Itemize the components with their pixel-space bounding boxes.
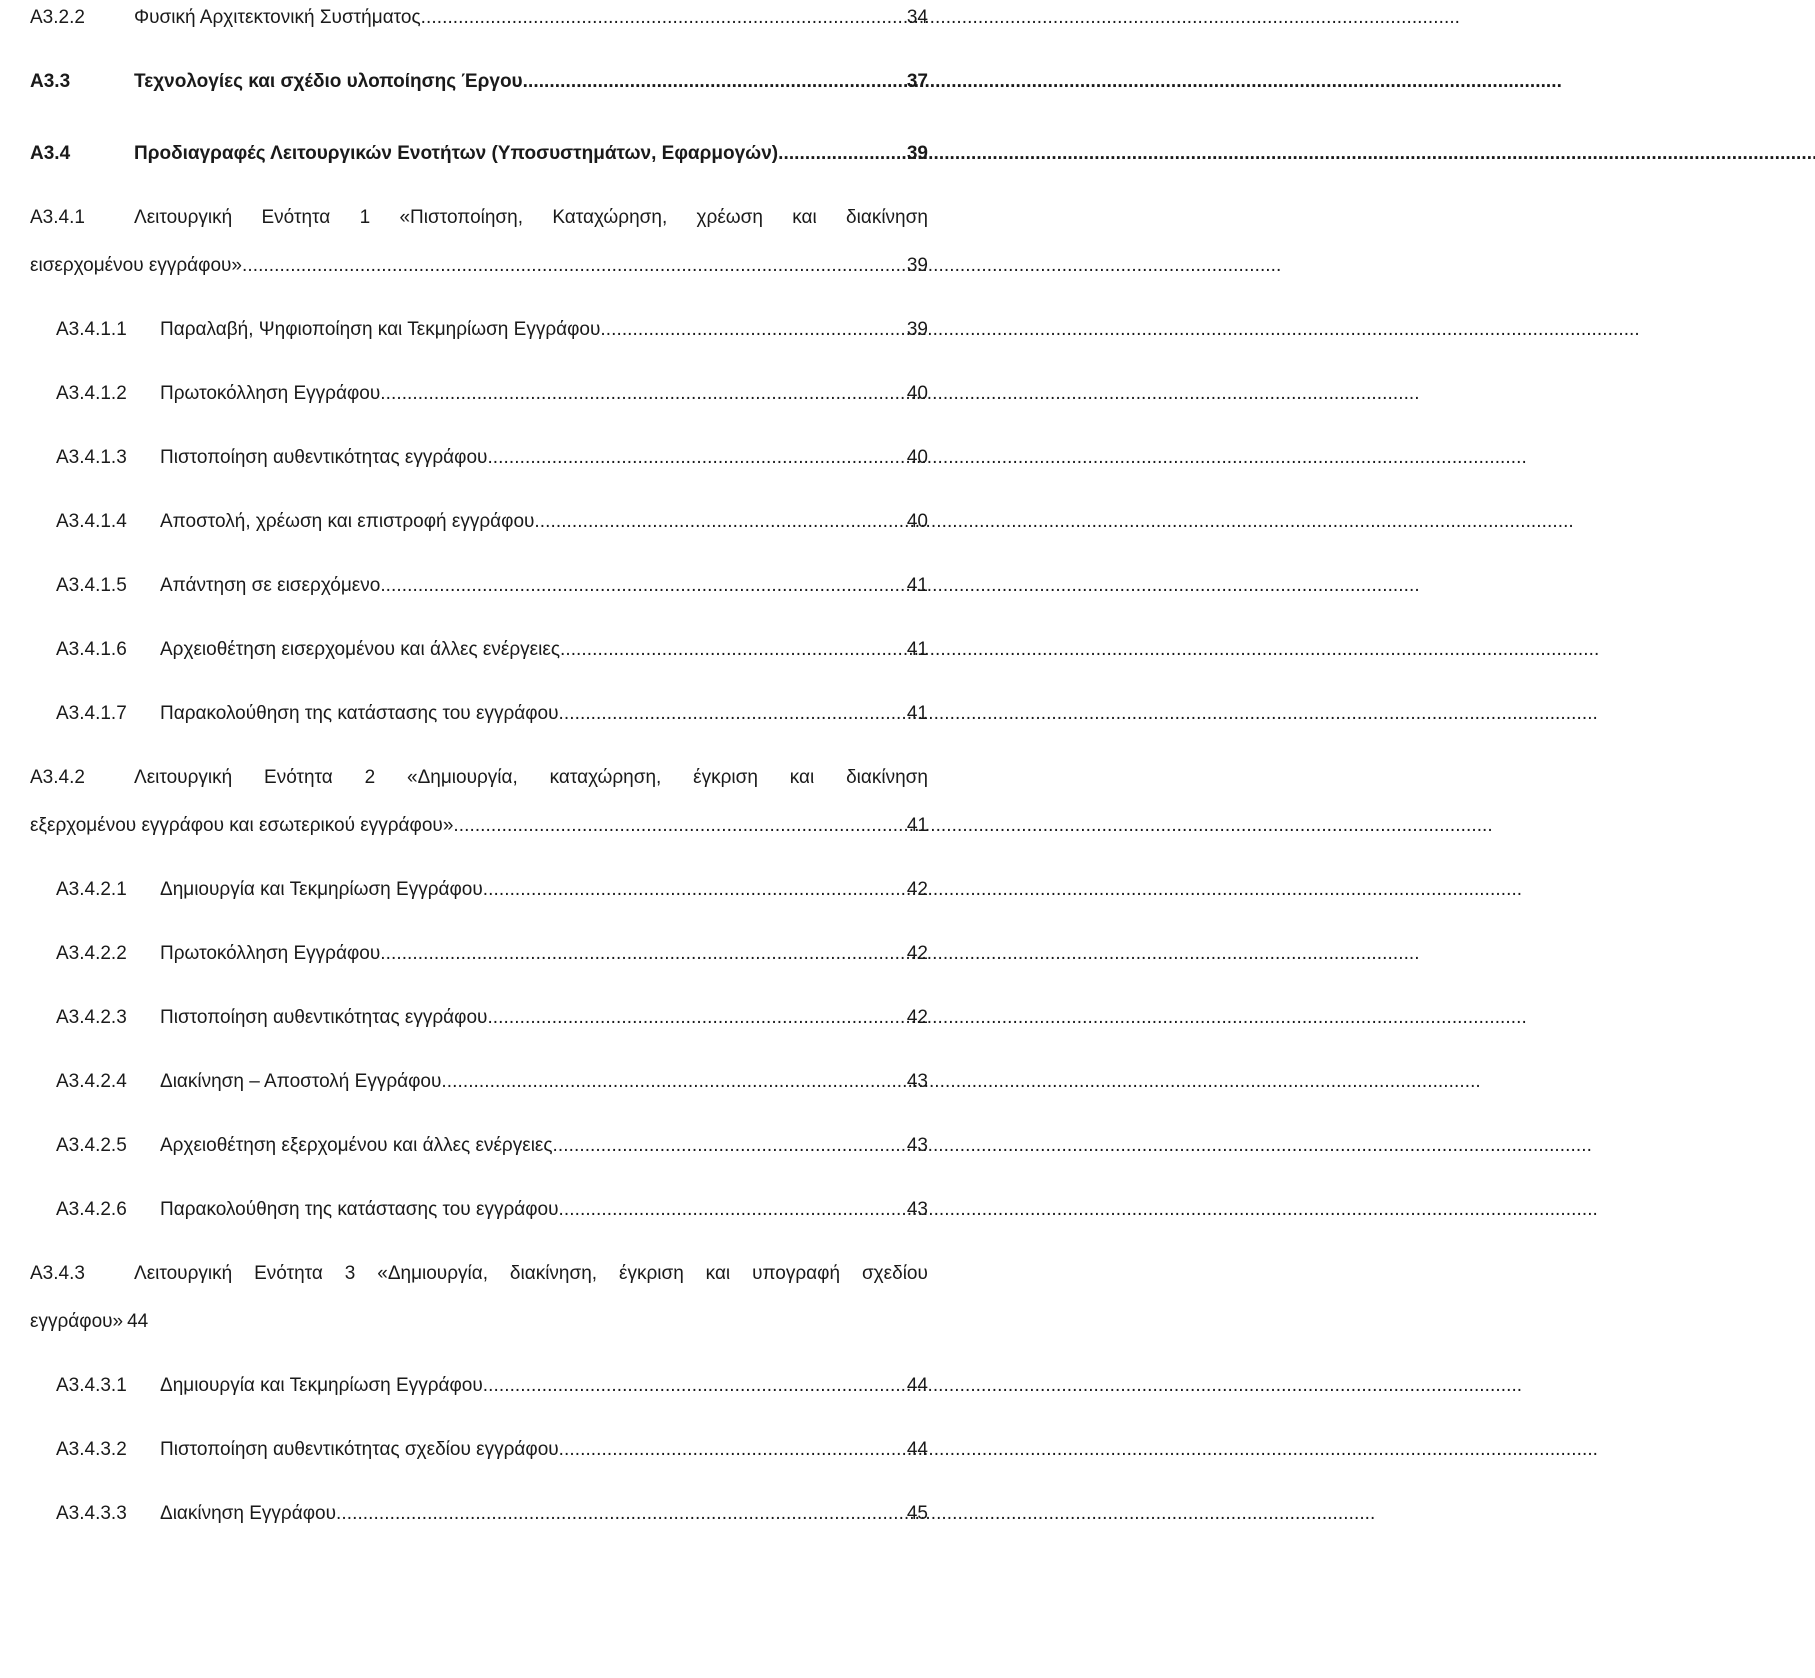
- title-word: Λειτουργική: [134, 1263, 233, 1284]
- toc-entry-number: A3.4.3.1: [56, 1375, 127, 1396]
- title-word: υπογραφή: [752, 1263, 841, 1284]
- toc-dot-leader: [242, 252, 907, 280]
- toc-dot-leader: [380, 940, 907, 968]
- title-word: και: [792, 207, 817, 228]
- toc-dot-leader: [380, 572, 907, 600]
- toc-entry-title-continued: εισερχομένου εγγράφου»: [30, 255, 242, 276]
- title-word: 3: [344, 1263, 356, 1284]
- toc-entry-title: Παρακολούθηση της κατάστασης του εγγράφου: [160, 703, 559, 724]
- toc-entry-number: A3.4.2.3: [56, 1007, 127, 1028]
- toc-entry[interactable]: [56, 1436, 928, 1464]
- toc-entry-page: 37: [906, 71, 928, 92]
- toc-entry-title: Παρακολούθηση της κατάστασης του εγγράφου: [160, 1199, 559, 1220]
- toc-dot-leader: [553, 1132, 907, 1160]
- title-word: Ενότητα: [254, 1263, 323, 1284]
- toc-entry-number: A3.4.2.5: [56, 1135, 127, 1156]
- toc-entry-line1[interactable]: [30, 204, 928, 232]
- toc-entry[interactable]: [56, 1132, 928, 1160]
- toc-entry-title-continued: εξερχομένου εγγράφου και εσωτερικού εγγράφου»: [30, 815, 454, 836]
- toc-entry-number: A3.4.1.5: [56, 575, 127, 596]
- toc-dot-leader: [560, 636, 907, 664]
- toc-entry-page: 43: [906, 1071, 928, 1092]
- toc-entry-title: Τεχνολογίες και σχέδιο υλοποίησης Έργου: [134, 71, 523, 92]
- title-word: διακίνηση: [846, 767, 928, 788]
- toc-entry-page: 42: [906, 943, 928, 964]
- toc-dot-leader: [483, 1372, 907, 1400]
- toc-entry-page: 41: [906, 703, 928, 724]
- toc-entry[interactable]: [56, 444, 928, 472]
- title-word: Ενότητα: [264, 767, 333, 788]
- toc-entry-title-continued: εγγράφου»: [30, 1311, 124, 1332]
- toc-dot-leader: [336, 1500, 907, 1528]
- toc-entry-page: 44: [906, 1375, 928, 1396]
- toc-entry-title: Δημιουργία και Τεκμηρίωση Εγγράφου: [160, 1375, 483, 1396]
- toc-entry-title: Προδιαγραφές Λειτουργικών Ενοτήτων (Υποσυστημάτων, Εφαρμογών): [134, 143, 779, 164]
- toc-entry-number: A3.3: [30, 71, 71, 92]
- toc-entry[interactable]: [56, 380, 928, 408]
- toc-entry[interactable]: [56, 316, 928, 344]
- toc-dot-leader: [441, 1068, 906, 1096]
- toc-dot-leader: [483, 876, 907, 904]
- toc-entry-title: Αρχειοθέτηση εξερχομένου και άλλες ενέργειες: [160, 1135, 553, 1156]
- toc-dot-leader: [559, 700, 907, 728]
- toc-entry-number: A3.4.2.4: [56, 1071, 127, 1092]
- toc-entry-page: 41: [906, 575, 928, 596]
- title-word: 2: [364, 767, 376, 788]
- title-word: έγκριση: [693, 767, 758, 788]
- toc-entry-page: 43: [906, 1135, 928, 1156]
- toc-entry-page: 43: [906, 1199, 928, 1220]
- title-word: Ενότητα: [261, 207, 331, 228]
- toc-entry-number: A3.4.1.2: [56, 383, 127, 404]
- title-word: διακίνηση: [846, 207, 928, 228]
- toc-entry-title: Πιστοποίηση αυθεντικότητας σχεδίου εγγράφου: [160, 1439, 559, 1460]
- toc-entry-number: A3.4.2: [30, 767, 85, 788]
- toc-entry-number: A3.4.3: [30, 1263, 85, 1284]
- toc-entry-number: A3.4.1.3: [56, 447, 127, 468]
- toc-entry-line1[interactable]: [30, 1260, 928, 1288]
- toc-entry-number: A3.4.1.1: [56, 319, 127, 340]
- toc-entry-title: Φυσική Αρχιτεκτονική Συστήματος: [134, 7, 421, 28]
- toc-dot-leader: [559, 1436, 907, 1464]
- title-word: σχεδίου: [861, 1263, 928, 1284]
- toc-entry[interactable]: [56, 572, 928, 600]
- toc-entry-page: 42: [906, 879, 928, 900]
- toc-dot-leader: [778, 140, 907, 168]
- toc-entry-page: 42: [906, 1007, 928, 1028]
- toc-entry-page: 34: [906, 7, 928, 28]
- toc-entry-line1[interactable]: [30, 764, 928, 792]
- toc-entry-title: Απάντηση σε εισερχόμενο: [160, 575, 381, 596]
- toc-entry-page: 40: [906, 511, 928, 532]
- toc-entry-line2[interactable]: [30, 812, 928, 840]
- toc-entry-page: 40: [906, 383, 928, 404]
- toc-entry-number: A3.4.1: [30, 207, 85, 228]
- toc-entry-number: A3.4: [30, 143, 71, 164]
- toc-entry-title: Δημιουργία και Τεκμηρίωση Εγγράφου: [160, 879, 483, 900]
- toc-dot-leader: [487, 1004, 906, 1032]
- toc-entry[interactable]: [56, 508, 928, 536]
- toc-entry-number: A3.4.2.1: [56, 879, 127, 900]
- toc-entry-title: [134, 764, 928, 792]
- toc-entry-title: Πιστοποίηση αυθεντικότητας εγγράφου: [160, 447, 488, 468]
- toc-entry[interactable]: [56, 700, 928, 728]
- toc-entry-page: 41: [906, 815, 928, 836]
- title-word: και: [789, 767, 815, 788]
- toc-entry-title: Διακίνηση Εγγράφου: [160, 1503, 337, 1524]
- title-word: έγκριση: [618, 1263, 684, 1284]
- title-word: «Δημιουργία,: [377, 1263, 488, 1284]
- title-word: Λειτουργική: [134, 767, 233, 788]
- toc-entry-page: 39: [906, 143, 928, 164]
- toc-entry-title: Πιστοποίηση αυθεντικότητας εγγράφου: [160, 1007, 488, 1028]
- toc-entry-number: A3.4.1.4: [56, 511, 127, 532]
- toc-entry-page: 44: [127, 1311, 149, 1332]
- toc-entry-page: 44: [906, 1439, 928, 1460]
- toc-entry[interactable]: [56, 1500, 928, 1528]
- toc-dot-leader: [523, 68, 907, 96]
- toc-entry-title: Πρωτοκόλληση Εγγράφου: [160, 383, 381, 404]
- toc-entry[interactable]: [30, 4, 928, 32]
- title-word: χρέωση: [696, 207, 763, 228]
- toc-entry[interactable]: [56, 876, 928, 904]
- toc-entry-title: Διακίνηση – Αποστολή Εγγράφου: [160, 1071, 442, 1092]
- title-word: «Πιστοποίηση,: [399, 207, 524, 228]
- toc-entry-line2[interactable]: [30, 252, 928, 280]
- toc-dot-leader: [421, 4, 907, 32]
- title-word: 1: [359, 207, 371, 228]
- toc-entry-number: A3.4.1.7: [56, 703, 127, 724]
- toc-entry[interactable]: [56, 1372, 928, 1400]
- toc-entry[interactable]: [56, 1004, 928, 1032]
- toc-entry-title: Αποστολή, χρέωση και επιστροφή εγγράφου: [160, 511, 535, 532]
- title-word: Καταχώρηση,: [552, 207, 668, 228]
- toc-entry-title: Αρχειοθέτηση εισερχομένου και άλλες ενέργειες: [160, 639, 560, 660]
- toc-dot-leader: [380, 380, 907, 408]
- toc-dot-leader: [559, 1196, 907, 1224]
- toc-entry-title: [134, 204, 928, 232]
- toc-dot-leader: [453, 812, 906, 840]
- title-word: και: [705, 1263, 731, 1284]
- toc-dot-leader: [487, 444, 906, 472]
- toc-entry[interactable]: [30, 68, 928, 96]
- toc-entry-number: A3.4.3.2: [56, 1439, 127, 1460]
- toc-dot-leader: [534, 508, 906, 536]
- title-word: Λειτουργική: [134, 207, 233, 228]
- toc-entry-title: Πρωτοκόλληση Εγγράφου: [160, 943, 381, 964]
- toc-entry[interactable]: [56, 1196, 928, 1224]
- toc-entry-page: 40: [906, 447, 928, 468]
- toc-entry-page: 41: [906, 639, 928, 660]
- toc-entry-number: A3.4.2.2: [56, 943, 127, 964]
- toc-entry-title: Παραλαβή, Ψηφιοποίηση και Τεκμηρίωση Εγγράφου: [160, 319, 601, 340]
- toc-entry-line2[interactable]: [30, 1308, 148, 1336]
- toc-entry-title: [134, 1260, 928, 1288]
- toc-entry[interactable]: [56, 636, 928, 664]
- toc-entry[interactable]: [56, 940, 928, 968]
- toc-entry-page: 45: [906, 1503, 928, 1524]
- toc-entry-page: 39: [906, 319, 928, 340]
- toc-dot-leader: [600, 316, 906, 344]
- title-word: διακίνηση,: [509, 1263, 598, 1284]
- toc-entry-number: A3.4.2.6: [56, 1199, 127, 1220]
- toc-entry[interactable]: [30, 140, 928, 168]
- title-word: καταχώρηση,: [549, 767, 662, 788]
- toc-entry-page: 39: [906, 255, 928, 276]
- title-word: «Δημιουργία,: [407, 767, 518, 788]
- toc-entry-number: A3.4.1.6: [56, 639, 127, 660]
- toc-entry-number: A3.4.3.3: [56, 1503, 127, 1524]
- toc-entry[interactable]: [56, 1068, 928, 1096]
- toc-entry-number: A3.2.2: [30, 7, 85, 28]
